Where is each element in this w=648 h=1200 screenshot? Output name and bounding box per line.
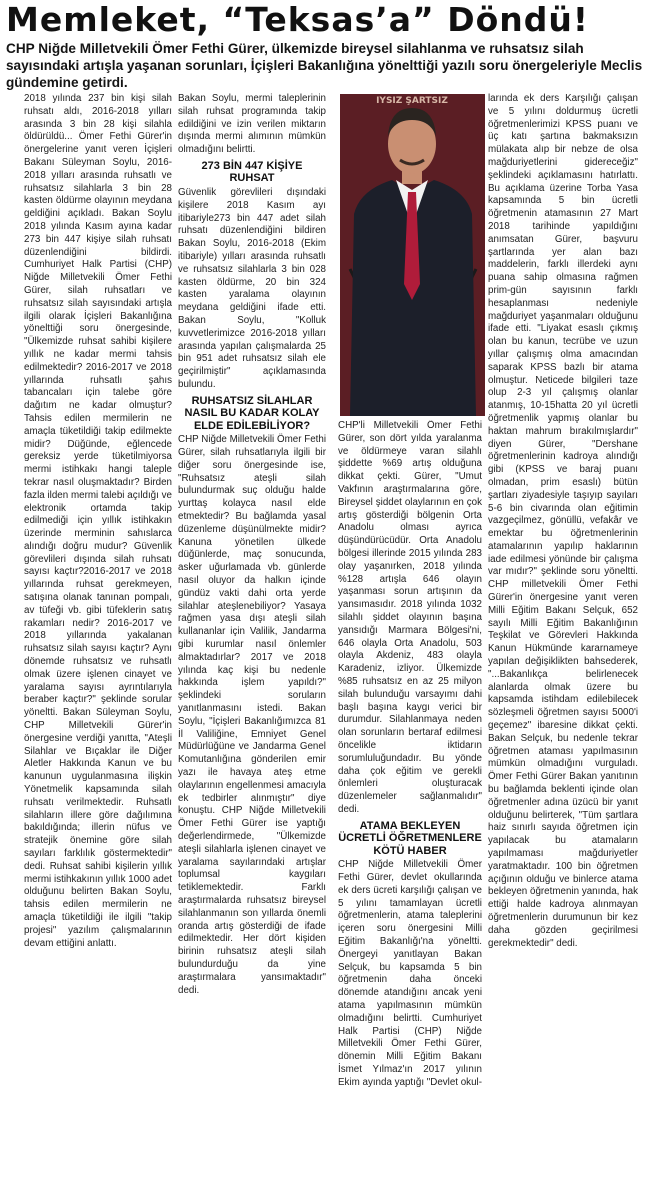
portrait-illustration (340, 94, 485, 416)
article-column-2 (178, 93, 326, 1197)
backdrop-text: IYSIZ ŞARTSIZ (376, 96, 448, 106)
article-column-3 (338, 420, 482, 1197)
article-headline: Memleket, “Teksas’a” Döndü! (6, 0, 589, 39)
subheading: RUHSATSIZ SİLAHLAR NASIL BU KADAR KOLAY ELDE EDİLEBİLİYOR? (184, 394, 320, 432)
article-column-4 (488, 93, 638, 1197)
body-paragraph: CHP'li Milletvekili Ömer Fethi Gürer, son dört yılda yaralanma ve öldürmeye varan silahlı şiddette %69 artış olduğuna dikkat çekti. Gürer, "Umut Vakfının araştırmalarına göre, Bireysel şiddet olaylarının en çok artış gösterdiği bölgenin Orta Anadolu olması ayrıca düşündürücüdür. Orta Anadolu bölgesi illerinde 2015 yılında 283 olay yaşanırken, 2018 yılında %128 artışla 646 olayın yaşanması sorun artışının da yansımasıdır. 2018 yılında 1032 silahlı şiddet olayının başına yansıdığı Marmara Bölgesi'ni, 646 olayla Orta Anadolu, 503 olayla Akdeniz, 483 olayla Karadeniz, izliyor. Ülkemizde %85 ruhsatsız en az 25 milyon silah bulunduğu varsayımı dahi başlı başına kaygı verici bir durumdur. Silahlanmaya neden olan sorunların bertaraf edilmesi öncelikle iktidarın sorumluluğundadır. Bu yönde daha çok eğitim ve gerekli önlemleri oluşturacak düzenlemeler sağlanmalıdır" dedi. (338, 420, 482, 815)
article-lead: CHP Niğde Milletvekili Ömer Fethi Gürer, ülkemizde bireysel silahlanma ve ruhsatsız silah sayısındaki artışla yaşanan sorunları, İçişleri Bakanlığına yönelttiği yazılı soru önergeleriyle Meclis gündemine getirdi. (6, 41, 643, 90)
portrait-photo (340, 94, 485, 416)
subheading: ATAMA BEKLEYEN ÜCRETLİ ÖĞRETMENLERE KÖTÜ HABER (338, 819, 482, 857)
article-column-1 (24, 93, 172, 1197)
body-paragraph: Güvenlik görevlileri dışındaki kişilere 2018 Kasım ayı itibariyle273 bin 447 adet silah ruhsatı düzenlendiğini bildiren Bakan Soylu, 2016-2018 (Ekim itibariyle) yılları arasında ruhsatlı ve ruhsatsız silahlarla 3 bin 028 kasten öldürme, 20 bin 324 kasten yaralama olayının meydana geldiğini ifade etti. Bakan Soylu, "Kolluk kuvvetlerimizce 2016-2018 yılları arasında yapılan çalışmalarda 25 bin 951 adet ruhsatsız silah ele geçirilmiştir" açıklamasında bulundu. (178, 186, 326, 390)
body-paragraph: larında ek ders Karşılığı çalışan ve 5 yılını doldurmuş ücretli öğretmenlerimizi KPSS puanı ve üç katı şartına bakmaksızın mülakata alıp bir nebze de olsa mağduriyetlerini gidereceğiz" şeklindeki açıklamasını hatırlattı. Bu açıklama üzerine Torba Yasa kapsamında 5 bin ücretli öğretmenin atamasının 27 Mart 2018 tarihinde yapıldığını anımsatan Gürer, başvuru şartlarında yer alan bazı maddelerin, farklı illerdeki aynı puana sahip olmasına rağmen prim-gün sayısının farklı hesaplanması nedeniyle mağduriyet yaşanmaları olduğunu ifade etti. "Liyakat esaslı çıkmış olan bu kanun, tecrübe ve uzun yıllar çalışmış olma amacından saparak KPSS bazlı bir atama olmuştur. Neticede bilgileri taze olup 2-3 yıl çalışmış olanlar atanmış, 10-15hatta 20 yıl ücretli öğretmenlik yapmış olanlar bu haktan mahrum bırakılmışlardır" diyen Gürer, "Dershane öğretmenlerinin kadroya alındığı gibi (KPSS ve baraj puanı olmadan, prim esaslı) bütün şartları ziyadesiyle taşıyıp sayıları 5-6 bin civarında olan eğitimin vazgeçilmez, gönüllü, vefakâr ve emektar bu öğretmenlerinin atamalarının yapılıp haklarının iade edilmesi yönünde bir çalışma var mıdır?" şeklinde soru yöneltti. CHP milletvekili Ömer Fethi Gürer'in önergesine yanıt veren Milli Eğitim Bakanı Selçuk, 652 sayılı Milli Eğitim Bakanlığının Teşkilat ve Görevleri Hakkında Kanun Hükmünde kararnameye yapılan değişiklikten bahsederek, "...Bakanlıkça belirlenecek alanlarda olmak üzere bu kapsamda istihdam edilebilecek sözleşmeli öğretmen sayısı 5000'i geçemez" ibaresine dikkat çekti. Bakan Selçuk, bu nedenle tekrar öğretmen ataması yapılmasının mümkün olmadığını vurguladı. Ömer Fethi Gürer Bakan yanıtının bu bağlamda beklenti içinde olan öğretmenler adına üzücü bir yanıt olduğunu belirterek, "Tüm şartlara haiz sınırlı sayıda öğretmen için yapılacak bu atamaların yapılmaması mağduriyetler yaratmaktadır. 100 bin öğretmen açığının olduğu ve binlerce atama bekleyen öğretmenin yanında, hak ettiği halde kadroya alınmayan öğretmenlerin durumunun bir kez daha gözden geçirilmesi gerekmektedir" dedi. (488, 93, 638, 949)
body-paragraph: Bakan Soylu, mermi taleplerinin silah ruhsat programında takip edildiğini ve izin verilen miktarın dışında mermi alımının mümkün olmadığını belirtti. (178, 93, 326, 156)
body-paragraph: CHP Niğde Milletvekili Ömer Fethi Gürer, devlet okullarında ek ders ücreti karşılığı çalışan ve 5 yılını tamamlayan ücretli öğretmenlerin, atama taleplerini içeren soru önergesini Milli Eğitim Bakanlığı'na yöneltti. Önergeyi yanıtlayan Bakan Selçuk, bu kapsamda 5 bin öğretmenin daha önceki dönemde atandığını ancak yeni atama yapılmasının mümkün olmadığını belirtti. Cumhuriyet Halk Partisi (CHP) Niğde Milletvekili Ömer Fethi Gürer, dönemin Milli Eğitim Bakanı İsmet Yılmaz'ın 2017 yılının Ekim ayında yaptığı "Devlet okul- (338, 859, 482, 1088)
body-paragraph: 2018 yılında 237 bin kişi silah ruhsatı aldı, 2016-2018 yılları arasında 3 bin 28 kişi silahla öldürüldü... Ömer Fethi Gürer'in önergelerine yanıt veren İçişleri Bakanı Süleyman Soylu, 2016-2018 yılları arasında ruhsatlı ve ruhsatsız silahlarla 3 bin 28 kasten öldürme olayının meydana geldiğini açıkladı. Bakan Soylu 2018 yılında Kasım ayına kadar 273 bin 447 kişiye silah ruhsatı düzenlendiğini bildirdi. Cumhuriyet Halk Partisi (CHP) Niğde Milletvekili Ömer Fethi Gürer, silah ruhsatları ve ruhsatsız silah sayısındaki artışla ilgili olarak İçişleri Bakanlığına yönelttiği soru önergesinde, "Ülkemizde ruhsat sahibi kişilere yıllık ne kadar mermi tahsis edilmektedir? 2016-2017 ve 2018 yıllarında ruhsatlı şahıs tabancaları için talebe göre dağıtım ne kadar olmuştur? Tahsis edilen mermilerin ne amaçla tüketildiği takip edilmekte midir? Düğünde, eğlencede gereksiz yerde tüketilmiyorsa mermi istihkakı hangi taleple tekrar nasıl oluşmaktadır? Birden fazla ilden mermi talebi açıldığı ve elektronik ortamda takip edilmediği için yıllık istihkakın üzerinde merminin sahıslarca alındığı doğru mudur? Güvenlik görevlileri dışında silah ruhsatı sayısı kaçtır?2016-2017 ve 2018 yıllarında ruhsat gerekmeyen, satışına olanak tanınan pompalı, av tüfeği vb. gibi tüfeklerin satış rakamları nedir? 2016-2017 ve 2018 yıllarında yakalanan ruhsatsız silah sayısı kaçtır? Aynı dönemde ruhsatsız ve ruhsatlı olmak üzere işlenen cinayet ve yaralama sayısı ayrıntılarıyla beraber kaçtır?" şeklinde sorular yöneltti. Bakan Süleyman Soylu, CHP Milletvekili Gürer'in önergesine verdiği yanıtta, "Ateşli Silahlar ve Bıçaklar ile Diğer Aletler Hakkında Kanun ve bu kanunun uygulanmasına ilişkin Yönetmelik kapsamında silah ruhsatı verilmektedir. Ruhsatlı silahların illere göre dağılımına bakıldığında; illerin nüfus ve stratejik önemine göre silah sayıları farklılık göstermektedir" dedi. Ruhsat sahibi kişilerin yıllık mermi istihkakının yıllık 1000 adet olduğunu belirten Bakan Soylu, tahsis edilen mermilerin ne amaçla tüketildiği ile ilgili "takip projesi" yazılım çalışmalarının devam ettiğini anlattı. (24, 93, 172, 949)
body-paragraph: CHP Niğde Milletvekili Ömer Fethi Gürer, silah ruhsatlarıyla ilgili bir diğer soru önergesinde ise, "Ruhsatsız ateşli silah bulundurmak suç olduğu halde yurttaş kolayca nasıl elde etmektedir? Bu bağlamda yasal düzenleme düşünülmekte midir? Kanuna yönetilen ülkede düğünlerde, maç sonucunda, asker uğurlamada vb. günlerde nasıl oluyor da halkın içinde gündüz vakti dahi orta yerde silahlar ateşlenebiliyor? Yasaya rağmen yasa dışı ateşli silah kullananlar için Valilik, Jandarma gibi kurumlar nasıl önlemler almaktadırlar? 2017 ve 2018 yılında kaç kişi bu nedenle hakkında işlem yapıldı?" şeklindeki soruların yanıtlanmasını istedi. Bakan Soylu, "İçişleri Bakanlığımızca 81 İl Valiliğine, Emniyet Genel Müdürlüğüne ve Jandarma Genel Komutanlığına gönderilen emir yazı ile havaya ateş etme olaylarının engellenmesi amacıyla ek tedbirler alınmıştır" diye konuştu. CHP Niğde Milletvekili Ömer Fethi Gürer ise yaptığı değerlendirmede, "Ülkemizde ateşli silahlarla işlenen cinayet ve yaralama sayılarındaki artışlar toplumsal kaygıları tetiklemektedir. Farklı araştırmalarda ruhsatsız bireysel silahlanmanın son yıllarda önemli oranda artış gösterdiği de ifade edilmektedir. Her dört kişiden birinin ruhsatsız ateşli silah bulundurduğu da yine araştırmalara yansımaktadır" dedi. (178, 434, 326, 996)
subheading: 273 BİN 447 KİŞİYE RUHSAT (201, 159, 303, 185)
